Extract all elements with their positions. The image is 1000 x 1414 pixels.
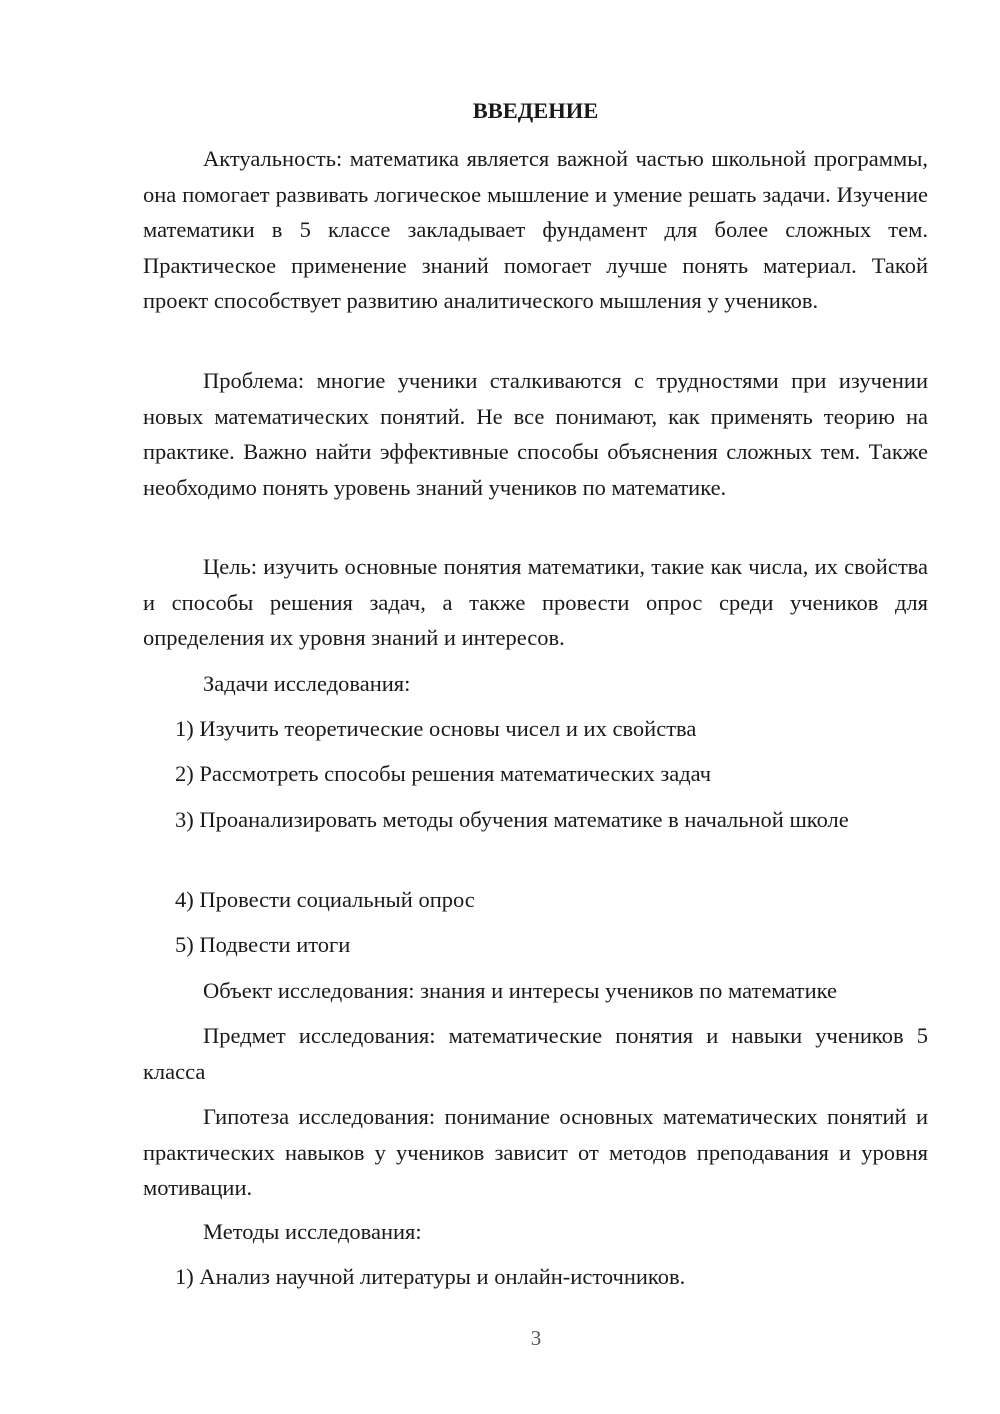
- task-item: 2) Рассмотреть способы решения математических задач: [175, 761, 712, 786]
- tasks-heading: Задачи исследования:: [203, 671, 411, 696]
- methods-heading: Методы исследования:: [203, 1219, 422, 1244]
- task-item: 3) Проанализировать методы обучения математике в начальной школе: [175, 807, 849, 832]
- paragraph-hypothesis: Гипотеза исследования: понимание основных математических понятий и практических навыков у учеников зависит от методов преподавания и уровня мотивации.: [143, 1104, 928, 1200]
- task-item: 5) Подвести итоги: [175, 932, 351, 957]
- paragraph-object: Объект исследования: знания и интересы учеников по математике: [203, 978, 838, 1003]
- method-item: 1) Анализ научной литературы и онлайн-источников.: [175, 1264, 686, 1289]
- paragraph-relevance: Актуальность: математика является важной частью школьной программы, она помогает развивать логическое мышление и умение решать задачи. Изучение математики в 5 классе закладывает фундамент для более сложных тем. Практическое применение знаний помогает лучше понять материал. Такой проект способствует развитию аналитического мышления у учеников.: [143, 146, 928, 313]
- paragraph-subject: Предмет исследования: математические понятия и навыки учеников 5 класса: [143, 1023, 928, 1084]
- task-item: 4) Провести социальный опрос: [175, 887, 475, 912]
- paragraph-goal: Цель: изучить основные понятия математики, такие как числа, их свойства и способы решения задач, а также провести опрос среди учеников для определения их уровня знаний и интересов.: [143, 554, 928, 650]
- page-title: ВВЕДЕНИЕ: [472, 98, 599, 123]
- page-number: 3: [530, 1326, 542, 1350]
- task-item: 1) Изучить теоретические основы чисел и их свойства: [175, 716, 697, 741]
- paragraph-problem: Проблема: многие ученики сталкиваются с трудностями при изучении новых математических понятий. Не все понимают, как применять теорию на практике. Важно найти эффективные способы объяснения сложных тем. Также необходимо понять уровень знаний учеников по математике.: [143, 368, 928, 500]
